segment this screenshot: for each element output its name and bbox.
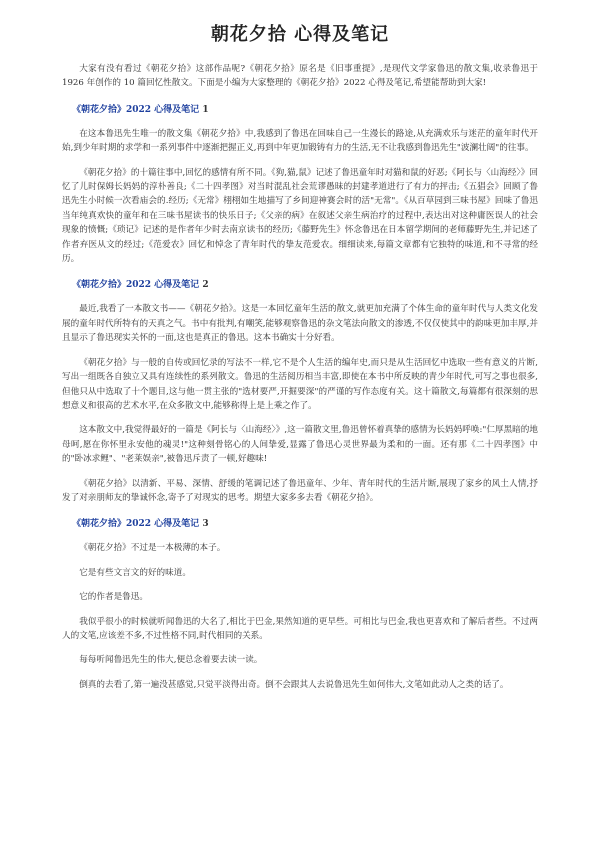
- section-heading-number: 3: [202, 519, 209, 530]
- paragraph: 《朝花夕拾》与一般的自传或回忆录的写法不一样,它不是个人生活的编年史,而只是从生活回忆中选取一些有意义的片断,写出一组既各自独立又具有连续性的系列散文。鲁迅的生活阅历相当丰富,即使在本书中所反映的青少年时代,可写之事也很多,但他只从中选取了十个题目,这与他一贯主张的"选材要严,开掘要深"的严谨的写作态度有关。这十篇散文,每篇都有很深刻的思想意义和很高的艺术水平,在众多散文中,能够称得上是上乘之作了。: [62, 357, 538, 411]
- paragraph: 每每听闻鲁迅先生的伟大,便总念着要去读一读。: [79, 655, 263, 666]
- section-heading-text: 《朝花夕拾》2022 心得及笔记: [72, 104, 200, 115]
- paragraph: 《朝花夕拾》不过是一本极薄的本子。: [79, 543, 226, 554]
- page-title: 朝花夕拾 心得及笔记: [210, 24, 390, 45]
- section-heading-text: 《朝花夕拾》2022 心得及笔记: [72, 280, 200, 291]
- intro-paragraph: 大家有没有看过《朝花夕拾》这部作品呢?《朝花夕拾》原名是《旧事重提》,是现代文学家鲁迅的散文集,收录鲁迅于 1926 年创作的 10 篇回忆性散文。下面是小编为大家整理的《朝花夕拾》2022 心得及笔记,希望能帮助到大家!: [62, 64, 538, 89]
- section-heading-number: 1: [202, 104, 209, 115]
- paragraph: 《朝花夕拾》以清新、平易、深情、舒缓的笔调记述了鲁迅童年、少年、青年时代的生活片断,展现了家乡的风土人情,抒发了对亲朋师友的挚诚怀念,寄予了对现实的思考。期望大家多多去看《朝花夕拾》。: [62, 478, 538, 503]
- paragraph: 在这本鲁迅先生唯一的散文集《朝花夕拾》中,我感到了鲁迅在回味自己一生漫长的路途,从充满欢乐与迷茫的童年时代开始,到少年时期的求学和一系列事件中逐渐把握正义,再到中年更加锻铸有力的生活,无不让我感到鲁迅先生"波澜壮阔"的往事。: [62, 128, 538, 154]
- section-heading-number: 2: [202, 280, 209, 291]
- paragraph: 这本散文中,我觉得最好的一篇是《阿长与〈山海经〉》,这一篇散文里,鲁迅曾怀着真挚的感情为长妈妈呼唤:"仁厚黑暗的地母呵,愿在你怀里永安他的魂灵!"这种刻骨铭心的人间挚爱,显露了鲁迅心灵世界最为柔和的一面。还有那《二十四孝图》中的"卧冰求鲤"、"老莱娱亲",被鲁迅斥责了一顿,好趣味!: [62, 425, 538, 465]
- paragraph: 倒真的去看了,第一遍没甚感觉,只觉平淡得出奇。倒不会跟其人去说鲁迅先生如何伟大,文笔如此动人之类的话了。: [79, 679, 509, 690]
- section-heading-text: 《朝花夕拾》2022 心得及笔记: [72, 519, 200, 530]
- paragraph: 它是有些文言文的好的味道。: [79, 567, 191, 578]
- paragraph: 《朝花夕拾》的十篇往事中,回忆的感情有所不同。《狗,猫,鼠》记述了鲁迅童年时对猫和鼠的好恶;《阿长与〈山海经〉》回忆了儿时保姆长妈妈的淳朴善良;《二十四孝图》对当时混乱社会荒谬愚昧的封建孝道进行了有力的抨击;《五猖会》回顾了鲁迅先生小时候一次看庙会的.经历;《无常》栩栩如生地描写了乡间迎神赛会时的活"无常"。《从百草园到三味书屋》回味了鲁迅当年纯真欢快的童年和在三味书屋读书的快乐日子;《父亲的病》在叙述父亲生病治疗的过程中,表达出对这种庸医误人的社会现象的愤慨;《琐记》记述的是作者年少时去南京读书的经历;《藤野先生》怀念鲁迅在日本留学期间的老师藤野先生,并记述了作者弃医从文的经过;《范爱农》回忆和悼念了青年时代的挚友范爱农。细细读来,每篇文章都有它独特的味道,和不寻常的经历。: [62, 167, 538, 265]
- paragraph: 最近,我看了一本散文书——《朝花夕拾》。这是一本回忆童年生活的散文,就更加充满了个体生命的童年时代与人类文化发展的童年时代所特有的天真之气。书中有批判,有嘲笑,能够观察鲁迅的杂文笔法向散文的渗透,不仅仅使其中的韵味更加丰厚,并且显示了鲁迅现实关怀的一面,这也是真正的鲁迅。这本书确实十分好看。: [62, 304, 538, 344]
- section-heading-2: [72, 278, 538, 292]
- paragraph: 它的作者是鲁迅。: [79, 592, 148, 603]
- section-heading-1: [72, 103, 538, 117]
- section-heading-3: [72, 517, 538, 531]
- paragraph: 我似乎很小的时候就听闻鲁迅的大名了,相比于巴金,果然知道的更早些。可相比与巴金,我也更喜欢和了解后者些。不过两人的文笔,应该差不多,不过性格不同,时代相同的关系。: [62, 616, 538, 641]
